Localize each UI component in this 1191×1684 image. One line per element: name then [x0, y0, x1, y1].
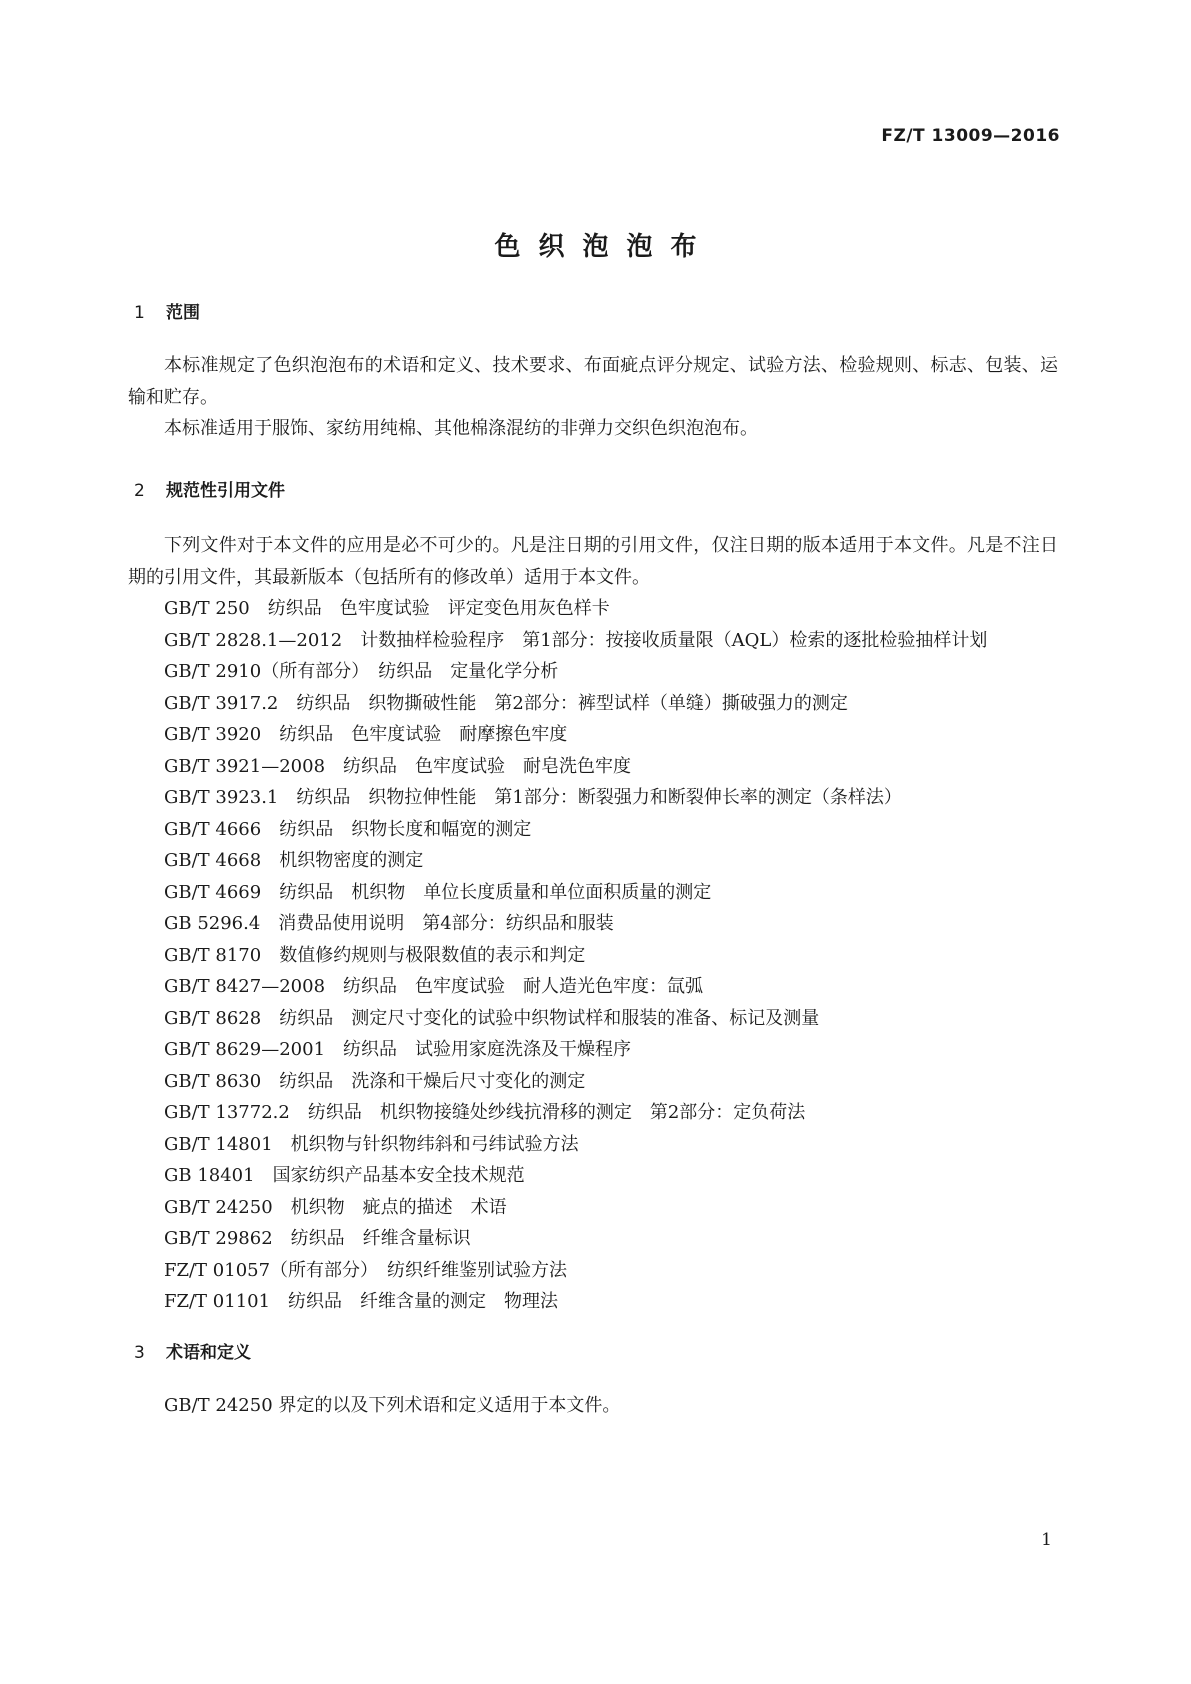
references-body — [128, 530, 1058, 1318]
section-heading-normative-references — [134, 476, 285, 501]
reference-item: GB 5296.4 消费品使用说明 第4部分：纺织品和服装 — [164, 913, 614, 934]
reference-item: GB/T 3921—2008 纺织品 色牢度试验 耐皂洗色牢度 — [164, 755, 632, 777]
reference-item: GB/T 8628 纺织品 测定尺寸变化的试验中织物试样和服装的准备、标记及测量 — [164, 1007, 820, 1029]
section-heading-terms — [134, 1338, 251, 1363]
reference-item: GB/T 2828.1—2012 计数抽样检验程序 第1部分：按接收质量限（AQL）检索的逐批检验抽样计划 — [164, 629, 988, 651]
reference-item: GB/T 8629—2001 纺织品 试验用家庭洗涤及干燥程序 — [164, 1039, 632, 1060]
reference-item: GB/T 8630 纺织品 洗涤和干燥后尺寸变化的测定 — [164, 1070, 586, 1092]
section-title: 术语和定义 — [166, 1343, 251, 1363]
reference-item: GB/T 3923.1 纺织品 织物拉伸性能 第1部分：断裂强力和断裂伸长率的测定（条样法） — [164, 787, 902, 808]
section-heading-scope — [134, 298, 200, 323]
scope-paragraph: 本标准规定了色织泡泡布的术语和定义、技术要求、布面疵点评分规定、试验方法、检验规则、标志、包装、运输和贮存。 — [128, 355, 1058, 408]
document-title: 色织泡泡布 — [494, 232, 715, 262]
reference-item: GB/T 29862 纺织品 纤维含量标识 — [164, 1228, 471, 1249]
reference-item: GB/T 24250 机织物 疵点的描述 术语 — [164, 1196, 507, 1218]
scope-paragraph: 本标准适用于服饰、家纺用纯棉、其他棉涤混纺的非弹力交织色织泡泡布。 — [164, 418, 758, 439]
reference-item: GB/T 14801 机织物与针织物纬斜和弓纬试验方法 — [164, 1133, 579, 1155]
section-number: 1 — [134, 303, 145, 323]
reference-item: GB/T 13772.2 纺织品 机织物接缝处纱线抗滑移的测定 第2部分：定负荷法 — [164, 1102, 806, 1123]
reference-item: GB/T 4666 纺织品 织物长度和幅宽的测定 — [164, 818, 532, 840]
reference-item: GB/T 8427—2008 纺织品 色牢度试验 耐人造光色牢度：氙弧 — [164, 976, 704, 997]
section-number: 2 — [134, 481, 145, 501]
reference-item: GB/T 4668 机织物密度的测定 — [164, 850, 424, 871]
references-intro: 下列文件对于本文件的应用是必不可少的。凡是注日期的引用文件，仅注日期的版本适用于本文件。凡是不注日期的引用文件，其最新版本（包括所有的修改单）适用于本文件。 — [128, 535, 1058, 588]
reference-item: FZ/T 01057（所有部分） 纺织纤维鉴别试验方法 — [164, 1259, 568, 1281]
reference-item: GB/T 3920 纺织品 色牢度试验 耐摩擦色牢度 — [164, 724, 568, 745]
scope-body — [128, 350, 1058, 445]
reference-item: GB/T 250 纺织品 色牢度试验 评定变色用灰色样卡 — [164, 598, 610, 619]
reference-item: GB/T 8170 数值修约规则与极限数值的表示和判定 — [164, 944, 586, 966]
section-title: 范围 — [166, 303, 200, 323]
reference-item: FZ/T 01101 纺织品 纤维含量的测定 物理法 — [164, 1291, 559, 1312]
page-number: 1 — [1041, 1530, 1052, 1550]
reference-item: GB 18401 国家纺织产品基本安全技术规范 — [164, 1165, 525, 1186]
reference-item: GB/T 2910（所有部分） 纺织品 定量化学分析 — [164, 661, 559, 682]
reference-item: GB/T 3917.2 纺织品 织物撕破性能 第2部分：裤型试样（单缝）撕破强力的测定 — [164, 692, 848, 714]
section-title: 规范性引用文件 — [166, 481, 285, 501]
reference-item: GB/T 4669 纺织品 机织物 单位长度质量和单位面积质量的测定 — [164, 881, 712, 903]
terms-body — [128, 1390, 1058, 1422]
standard-code: FZ/T 13009—2016 — [881, 126, 1060, 146]
terms-paragraph: GB/T 24250 界定的以及下列术语和定义适用于本文件。 — [164, 1395, 621, 1416]
section-number: 3 — [134, 1343, 145, 1363]
